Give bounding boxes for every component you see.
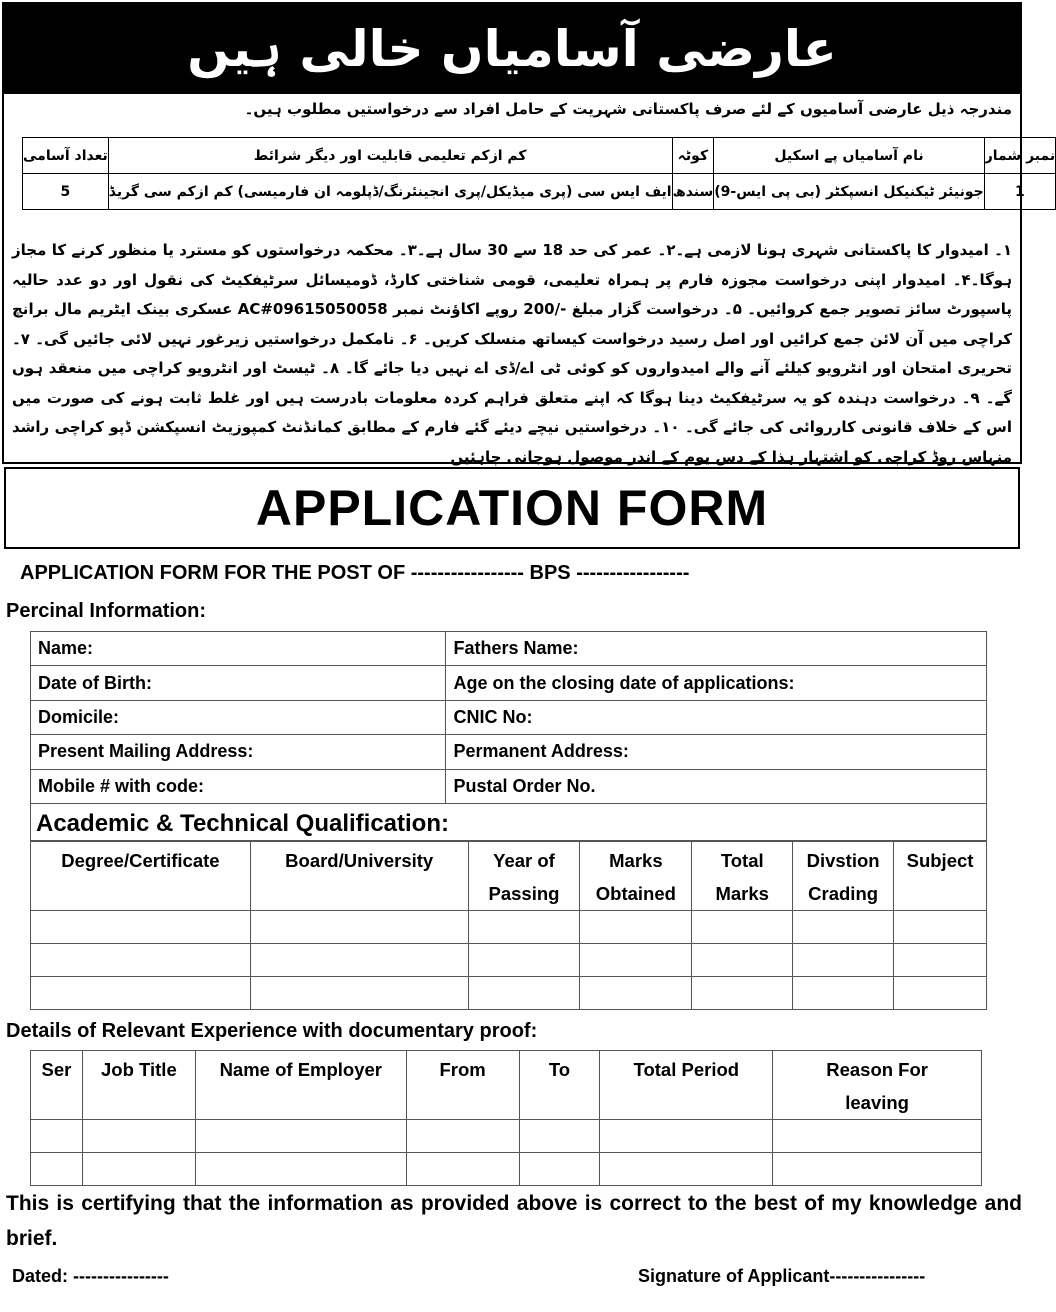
col-total-marks: Total Marks [692, 842, 793, 911]
field-postal-order[interactable]: Pustal Order No. [446, 769, 987, 803]
certification-statement: This is certifying that the information as provided above is correct to the best of my knowledge and brief. [6, 1192, 1022, 1250]
academic-heading: Academic & Technical Qualification: [36, 810, 449, 837]
col-from: From [406, 1051, 519, 1120]
col-to: To [519, 1051, 600, 1120]
academic-table [30, 841, 987, 1010]
col-degree: Degree/Certificate [31, 842, 251, 911]
personal-info-table [30, 631, 987, 804]
col-ser: Ser [31, 1051, 83, 1120]
table-row [31, 666, 987, 700]
advert-banner: عارضی آسامیاں خالی ہیں [4, 4, 1020, 94]
table-row [31, 944, 987, 977]
vacancy-count: 5 [23, 174, 109, 210]
col-division: Divstion Crading [793, 842, 894, 911]
vacancy-header-post: نام آسامیاں پے اسکیل [714, 138, 984, 174]
academic-table-header [31, 842, 987, 911]
experience-table [30, 1050, 982, 1186]
table-row [31, 735, 987, 769]
vacancy-post: جونیئر ٹیکنیکل انسپکٹر (بی پی ایس-9) [714, 174, 984, 210]
vacancy-qualification: ایف ایس سی (پری میڈیکل/پری انجینئرنگ/ڈپلومہ ان فارمیسی) کم ازکم سی گریڈ [108, 174, 672, 210]
col-year: Year of Passing [468, 842, 580, 911]
table-row [31, 700, 987, 734]
field-cnic[interactable]: CNIC No: [446, 700, 987, 734]
academic-heading-frame [30, 802, 987, 841]
personal-info-heading: Percinal Information: [6, 600, 207, 622]
col-marks-obtained: Marks Obtained [580, 842, 692, 911]
vacancy-table-row [23, 174, 1056, 210]
table-row [31, 911, 987, 944]
table-row [31, 977, 987, 1010]
form-title-box [4, 467, 1020, 549]
col-job-title: Job Title [82, 1051, 195, 1120]
col-board: Board/University [250, 842, 468, 911]
vacancy-header-qualification: کم ازکم تعلیمی قابلیت اور دیگر شرائط [108, 138, 672, 174]
table-row [31, 1120, 982, 1153]
dated-field[interactable]: Dated: ---------------- [12, 1266, 169, 1286]
table-row [31, 769, 987, 803]
field-name[interactable]: Name: [31, 632, 446, 666]
experience-heading: Details of Relevant Experience with documentary proof: [6, 1020, 538, 1042]
field-fathers-name[interactable]: Fathers Name: [446, 632, 987, 666]
col-subject: Subject [894, 842, 987, 911]
vacancy-serial: 1 [984, 174, 1055, 210]
advert-terms: ۱۔ امیدوار کا پاکستانی شہری ہونا لازمی ہے۔۲۔ عمر کی حد 18 سے 30 سال ہے۔۳۔ محکمہ درخواستوں کو مسترد یا منظور کرنے کا مجاز ہوگا۔۴۔ امیدوار اپنی درخواست مجوزہ فارم پر ہمراہ تعلیمی، قومی شناختی کارڈ، ڈومیسائل سرٹیفکیٹ کی نقول اور دو عدد حالیہ پاسپورٹ سائز تصویر جمع کروائیں۔ ۵۔ درخواست گزار مبلغ -/200 روپے اکاؤنٹ نمبر AC#09615050058 عسکری بینک ایٹریم مال برانچ کراچی میں آن لائن جمع کرائیں اور اصل رسید درخواست کیساتھ منسلک کریں۔ ۶۔ نامکمل درخواستیں زیرغور نہیں لائی جائیں گی۔ ۷۔ تحریری امتحان اور انٹرویو کیلئے آنے والے امیدواروں کو کوئی ٹی اے/ڈی اے نہیں دیا جائے گا۔ ۸۔ ٹیسٹ اور انٹرویو کراچی میں منعقد ہوں گے۔ ۹۔ درخواست دہندہ کو یہ سرٹیفکیٹ دینا ہوگا کہ اپنے متعلق فراہم کردہ معلومات بادرست ہیں اور غلط ثابت ہونے کی صورت میں اس کے خلاف قانونی کارروائی کی جائے گی۔ ۱۰۔ درخواستیں نیچے دیئے گئے فارم کے مطابق کمانڈنٹ کمپوزیٹ انسپکشن ڈپو کراچی راشد منہاس روڈ کراچی کو اشتہار ہذا کے دس یوم کے اندر موصول ہوجانی چاہئیں [12, 241, 1013, 466]
table-row [31, 1153, 982, 1186]
experience-table-header [31, 1051, 982, 1120]
field-mobile[interactable]: Mobile # with code: [31, 769, 446, 803]
field-permanent-address[interactable]: Permanent Address: [446, 735, 987, 769]
vacancy-header-serial: نمبر شمار [984, 138, 1055, 174]
field-domicile[interactable]: Domicile: [31, 700, 446, 734]
vacancy-quota: سندھ [672, 174, 714, 210]
field-age[interactable]: Age on the closing date of applications: [446, 666, 987, 700]
field-date-of-birth[interactable]: Date of Birth: [31, 666, 446, 700]
col-total-period: Total Period [600, 1051, 773, 1120]
vacancy-table [22, 137, 1056, 210]
signature-field[interactable]: Signature of Applicant---------------- [638, 1266, 926, 1286]
col-reason: Reason For leaving [773, 1051, 982, 1120]
vacancy-table-header [23, 138, 1056, 174]
col-employer: Name of Employer [195, 1051, 406, 1120]
advert-intro: مندرجہ ذیل عارضی آسامیوں کے لئے صرف پاکستانی شہریت کے حامل افراد سے درخواستیں مطلوب ہیں۔ [244, 100, 1012, 118]
form-title: APPLICATION FORM [255, 480, 769, 536]
vacancy-header-count: تعداد آسامی [23, 138, 109, 174]
vacancy-header-quota: کوٹہ [672, 138, 714, 174]
field-mailing-address[interactable]: Present Mailing Address: [31, 735, 446, 769]
table-row [31, 632, 987, 666]
post-line: APPLICATION FORM FOR THE POST OF ----------------- BPS ----------------- [20, 562, 690, 584]
